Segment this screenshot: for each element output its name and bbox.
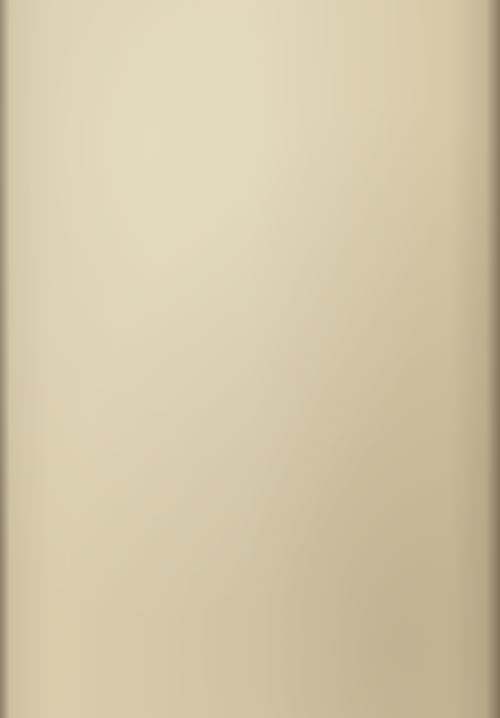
page-edge-shadow: [486, 0, 500, 718]
binding-shadow: [0, 0, 10, 718]
